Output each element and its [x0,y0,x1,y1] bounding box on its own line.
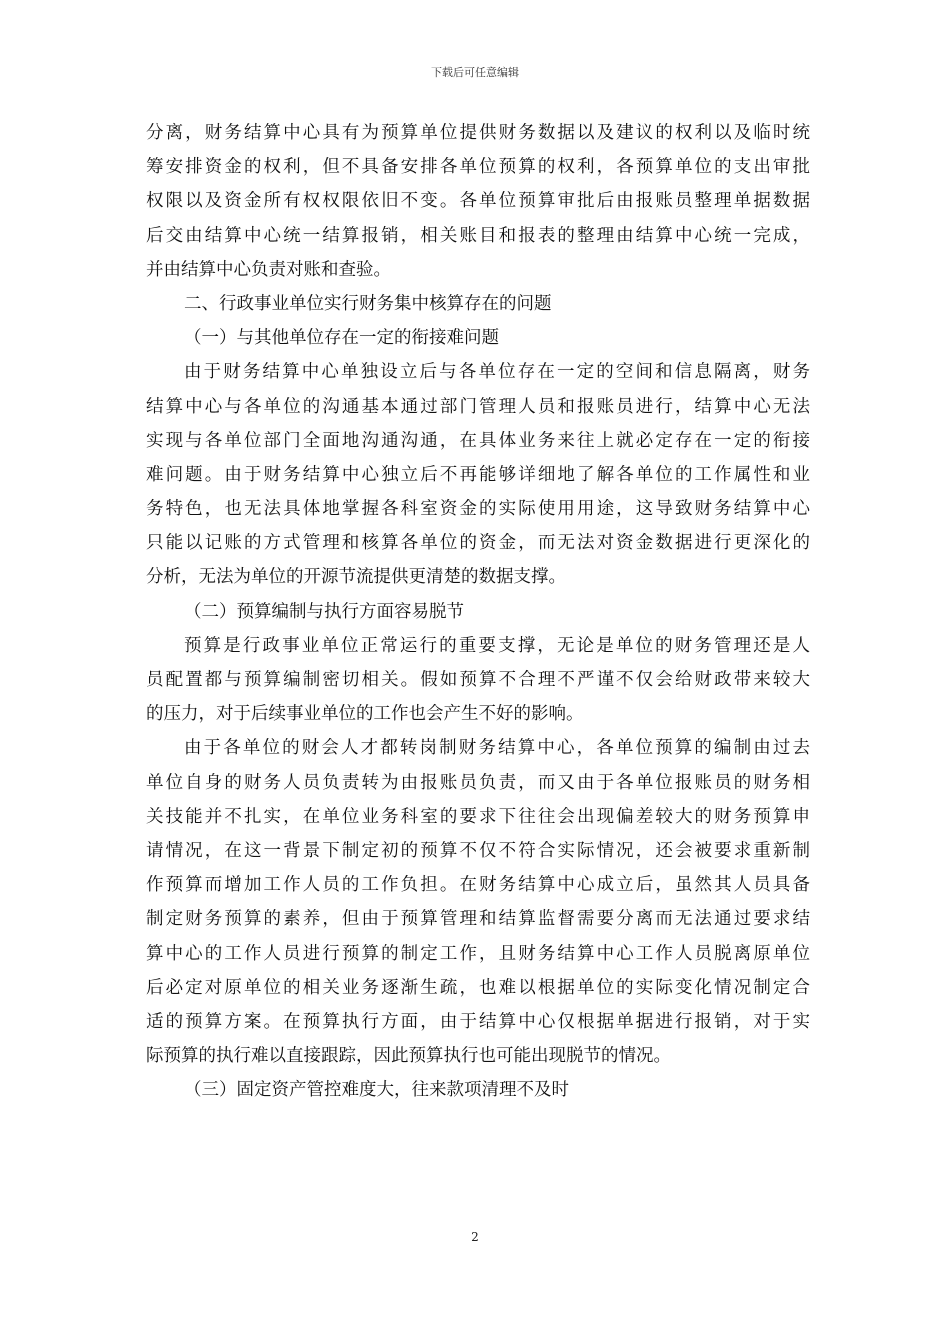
paragraph-first-line: 预算是行政事业单位正常运行的重要支撑，无论是单位的财务管理还是人 [184,635,810,656]
text-line: 分离，财务结算中心具有为预算单位提供财务数据以及建议的权利以及临时统 [146,123,810,143]
text-line: 制定财务预算的素养，但由于预算管理和结算监督需要分离而无法通过要求结 [146,909,810,930]
paragraph-first-line: （一）与其他单位存在一定的衔接难问题 [184,328,499,349]
text-line: 难问题。由于财务结算中心独立后不再能够详细地了解各单位的工作属性和业 [146,464,810,485]
text-line: 后必定对原单位的相关业务逐渐生疏，也难以根据单位的实际变化情况制定合 [146,977,810,998]
text-line: 后交由结算中心统一结算报销，相关账目和报表的整理由结算中心统一完成， [146,225,810,246]
page-number: 2 [471,1230,479,1244]
text-line: 单位自身的财务人员负责转为由报账员负责，而又由于各单位报账员的财务相 [146,772,810,793]
paragraph-first-line: 由于各单位的财会人才都转岗制财务结算中心，各单位预算的编制由过去 [184,738,810,759]
text-line: 关技能并不扎实，在单位业务科室的要求下往往会出现偏差较大的财务预算申 [146,806,810,827]
text-line: 请情况，在这一背景下制定初的预算不仅不符合实际情况，还会被要求重新制 [146,840,810,861]
text-line: 并由结算中心负责对账和查验。 [146,259,391,280]
document-body [146,116,810,1107]
text-line: 权限以及资金所有权权限依旧不变。各单位预算审批后由报账员整理单据数据 [146,191,810,212]
paragraph-first-line: 由于财务结算中心单独设立后与各单位存在一定的空间和信息隔离，财务 [184,362,810,383]
text-line: 筹安排资金的权利，但不具备安排各单位预算的权利，各预算单位的支出审批 [146,157,810,178]
text-line: 务特色，也无法具体地掌握各科室资金的实际使用用途，这导致财务结算中心 [146,499,810,520]
text-line: 分析，无法为单位的开源节流提供更清楚的数据支撑。 [146,567,566,588]
page-header: 下载后可任意编辑 [431,66,519,79]
text-line: 结算中心与各单位的沟通基本通过部门管理人员和报账员进行，结算中心无法 [146,396,810,417]
text-line: 作预算而增加工作人员的工作负担。在财务结算中心成立后，虽然其人员具备 [146,875,810,896]
text-line: 只能以记账的方式管理和核算各单位的资金，而无法对资金数据进行更深化的 [146,533,810,554]
text-line: 的压力，对于后续事业单位的工作也会产生不好的影响。 [146,704,584,725]
paragraph-first-line: （三）固定资产管控难度大，往来款项清理不及时 [184,1080,569,1101]
paragraph-first-line: 二、行政事业单位实行财务集中核算存在的问题 [184,293,552,314]
text-line: 适的预算方案。在预算执行方面，由于结算中心仅根据单据进行报销，对于实 [146,1011,810,1032]
text-line: 员配置都与预算编制密切相关。假如预算不合理不严谨不仅会给财政带来较大 [146,670,810,690]
text-line: 实现与各单位部门全面地沟通沟通，在具体业务来往上就必定存在一定的衔接 [146,430,810,451]
paragraph-first-line: （二）预算编制与执行方面容易脱节 [184,601,464,622]
text-line: 际预算的执行难以直接跟踪，因此预算执行也可能出现脱节的情况。 [146,1046,671,1067]
text-line: 算中心的工作人员进行预算的制定工作，且财务结算中心工作人员脱离原单位 [146,943,810,964]
